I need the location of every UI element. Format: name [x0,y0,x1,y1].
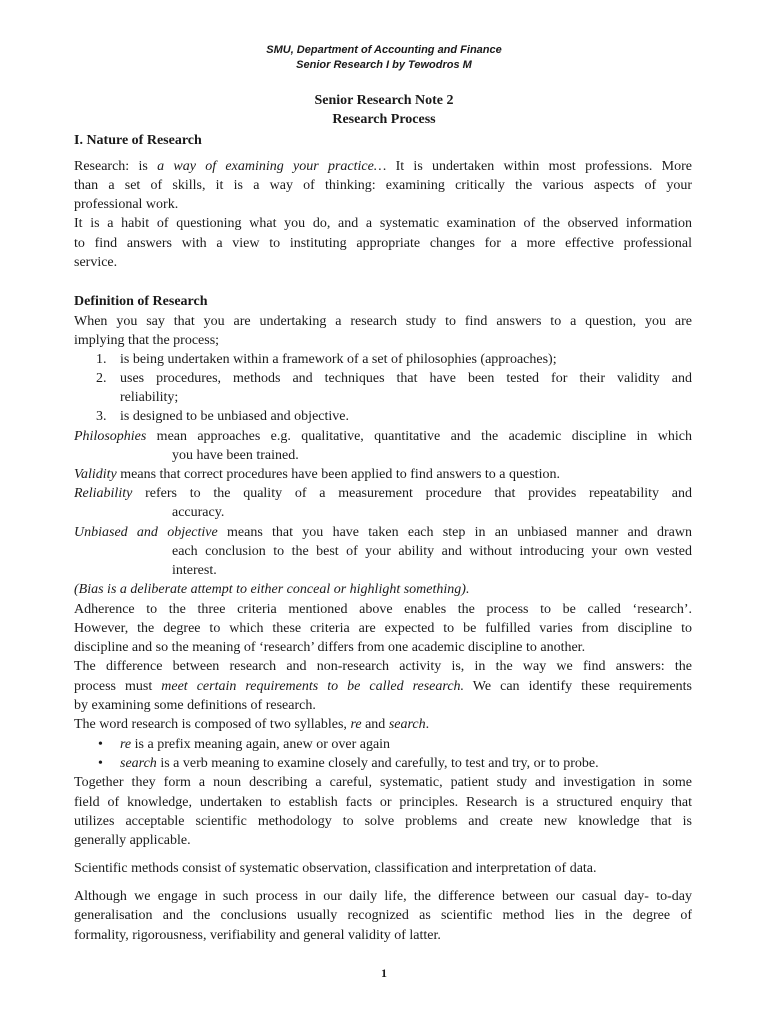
paragraph-line: The word research is composed of two syllables, re and search. [74,717,430,732]
paragraph-line: Research: is a way of examining your practice… It is undertaken within most professions. More [74,159,692,174]
header-course: Senior Research I by Tewodros M [296,59,472,71]
paragraph-line: accuracy. [172,505,225,520]
bias-note: (Bias is a deliberate attempt to either conceal or highlight something). [74,582,470,597]
section-heading-definition: Definition of Research [74,294,208,309]
paragraph-line: implying that the process; [74,333,220,348]
header-institution: SMU, Department of Accounting and Finance [266,44,502,56]
section-heading-nature: I. Nature of Research [74,133,202,148]
paragraph-line: generally applicable. [74,833,191,848]
paragraph-line: Scientific methods consist of systematic observation, classification and interpretation of data. [74,861,597,876]
paragraph-line: The difference between research and non-research activity is, in the way we find answers: the [74,659,692,674]
bullet-item-re: re is a prefix meaning again, anew or over again [120,737,391,752]
list-item: uses procedures, methods and techniques that have been tested for their validity and [120,371,692,386]
paragraph-line: Together they form a noun describing a careful, systematic, patient study and investigation in some [74,775,692,790]
paragraph-line: to find answers with a view to instituting appropriate changes for a more effective professional [74,236,692,251]
definition-validity: Validity means that correct procedures have been applied to find answers to a question. [74,467,560,482]
paragraph-line: field of knowledge, undertaken to establish facts or principles. Research is a structured enquiry that [74,795,692,810]
paragraph-line: Adherence to the three criteria mentioned above enables the process to be called ‘research’. [74,602,692,617]
paragraph-line: interest. [172,563,217,578]
paragraph-line: However, the degree to which these criteria are expected to be fulfilled varies from discipline to [74,621,692,636]
bullet-icon: • [98,756,103,771]
paragraph-line: utilizes acceptable scientific methodology to solve problems and create new knowledge that is [74,814,692,829]
list-number: 3. [96,409,107,424]
paragraph-line: discipline and so the meaning of ‘research’ differs from one academic discipline to another. [74,640,586,655]
paragraph-line: Although we engage in such process in our daily life, the difference between our casual day- to-day [74,889,692,904]
paragraph-line: generalisation and the conclusions usually recognized as scientific method lies in the degree of [74,908,692,923]
paragraph-line: formality, rigorousness, verifiability and general validity of latter. [74,928,441,943]
list-number: 1. [96,352,107,367]
list-item: is designed to be unbiased and objective. [120,409,349,424]
paragraph-line: than a set of skills, it is a way of thinking: examining critically the various aspects of your [74,178,692,193]
bullet-item-search: search is a verb meaning to examine closely and carefully, to test and try, or to probe. [120,756,599,771]
list-item-continuation: reliability; [120,390,179,405]
bullet-icon: • [98,737,103,752]
paragraph-line: It is a habit of questioning what you do, and a systematic examination of the observed information [74,216,692,231]
document-title: Senior Research Note 2 [314,93,454,108]
paragraph-line: by examining some definitions of research. [74,698,316,713]
paragraph-line: professional work. [74,197,179,212]
document-subtitle: Research Process [332,112,436,127]
definition-unbiased: Unbiased and objective means that you have taken each step in an unbiased manner and drawn [74,525,692,540]
paragraph-line: each conclusion to the best of your ability and without introducing your own vested [172,544,692,559]
list-number: 2. [96,371,107,386]
paragraph-line: service. [74,255,118,270]
paragraph-line: you have been trained. [172,448,299,463]
definition-reliability: Reliability refers to the quality of a measurement procedure that provides repeatability and [74,486,692,501]
paragraph-line: When you say that you are undertaking a research study to find answers to a question, you are [74,314,692,329]
definition-philosophies: Philosophies mean approaches e.g. qualitative, quantitative and the academic discipline in which [74,429,692,444]
paragraph-line: process must meet certain requirements to be called research. We can identify these requirements [74,679,692,694]
list-item: is being undertaken within a framework of a set of philosophies (approaches); [120,352,557,367]
page-number: 1 [381,966,387,980]
